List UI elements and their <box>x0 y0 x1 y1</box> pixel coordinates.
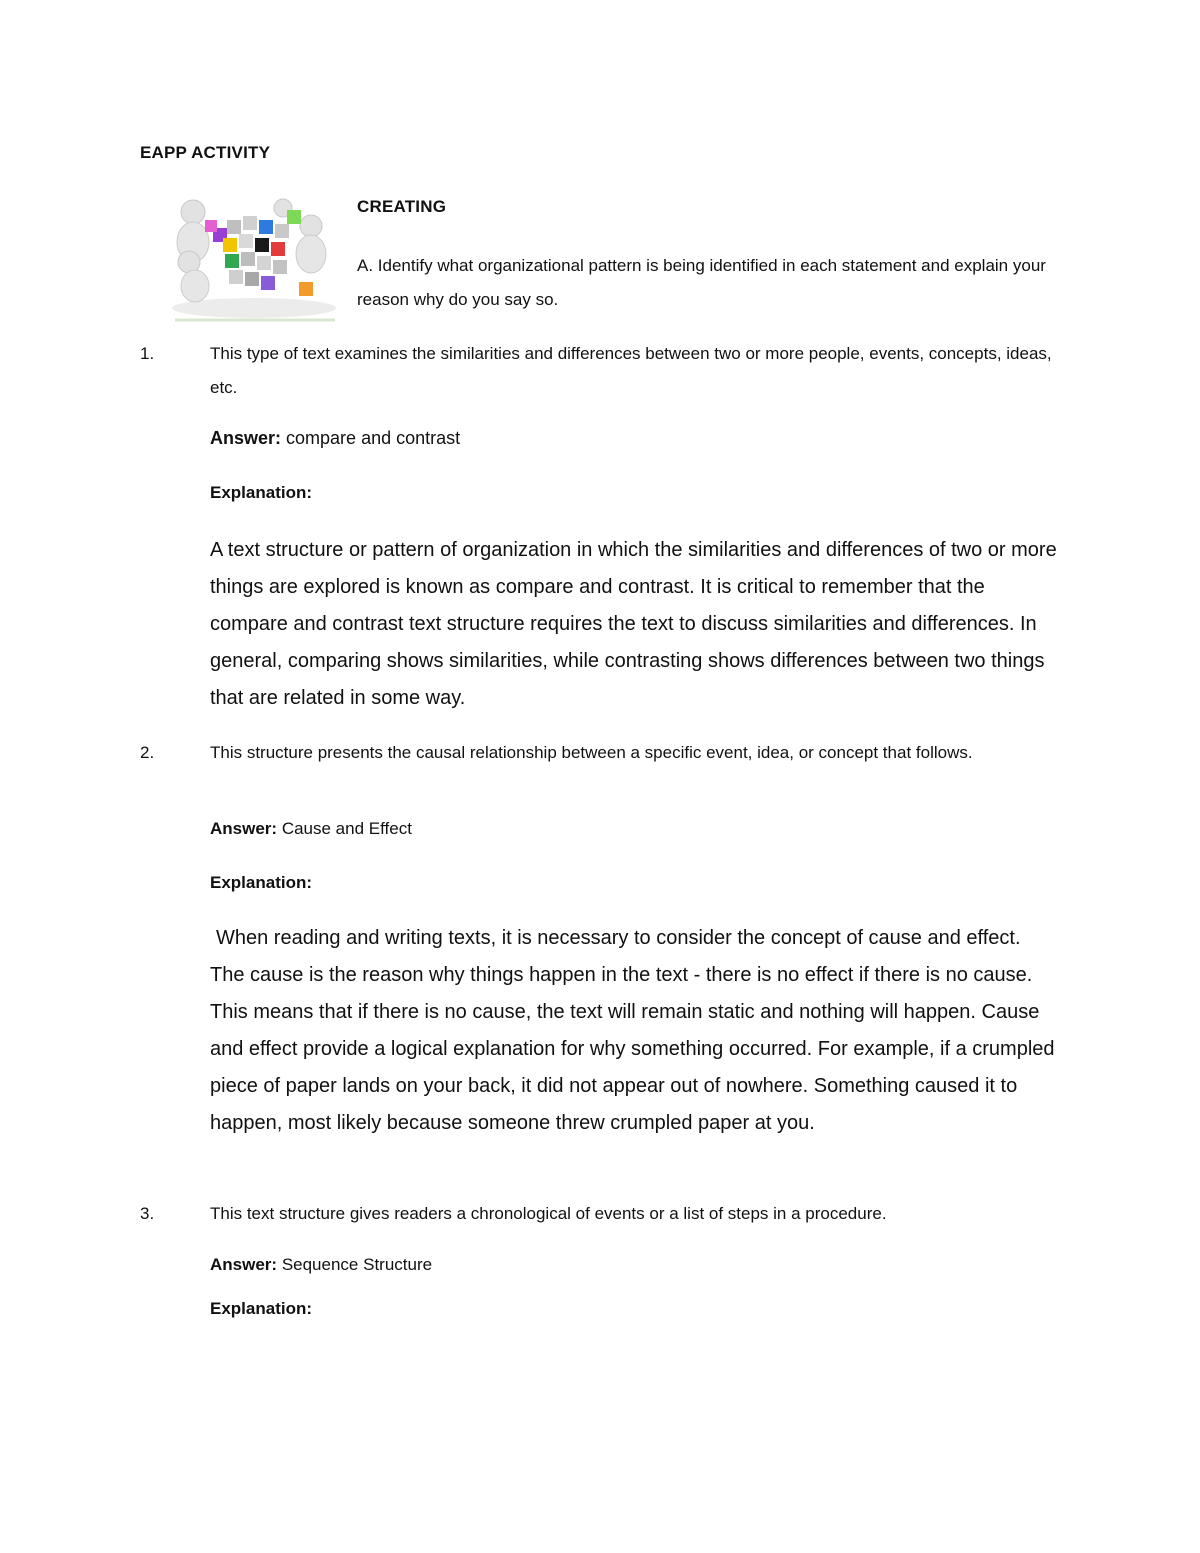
answer-value: compare and contrast <box>286 428 461 448</box>
explanation-label: Explanation: <box>210 483 313 502</box>
answer-label: Answer: <box>210 1255 278 1274</box>
answer-line <box>210 428 460 449</box>
item-number: 2. <box>140 743 155 762</box>
explanation-label: Explanation: <box>210 1299 313 1318</box>
answer-value: Cause and Effect <box>281 819 412 838</box>
question-text: This text structure gives readers a chronological of events or a list of steps in a procedure. <box>210 1204 887 1223</box>
answer-value: Sequence Structure <box>281 1255 433 1274</box>
instructions-text: A. Identify what organizational pattern is being identified in each statement and explain your reason why do you say so. <box>357 256 1046 309</box>
section-heading: CREATING <box>357 197 447 216</box>
cube-puzzle-illustration <box>165 190 343 330</box>
answer-line <box>210 1255 432 1275</box>
answer-line <box>210 819 412 839</box>
document-title: EAPP ACTIVITY <box>140 143 271 162</box>
item-number: 1. <box>140 344 155 363</box>
question-text: This structure presents the causal relationship between a specific event, idea, or concept that follows. <box>210 743 973 762</box>
item-number: 3. <box>140 1204 155 1223</box>
explanation-paragraph: A text structure or pattern of organization in which the similarities and differences of two or more things are explored is known as compare and contrast. It is critical to remember that the compare and contrast text structure requires the text to discuss similarities and differences. In general, comparing shows similarities, while contrasting shows differences between two things that are related in some way. <box>210 539 1057 709</box>
question-text: This type of text examines the similarities and differences between two or more people, events, concepts, ideas, etc. <box>210 344 1052 397</box>
answer-label: Answer: <box>210 819 278 838</box>
explanation-paragraph: When reading and writing texts, it is necessary to consider the concept of cause and effect. The cause is the reason why things happen in the text - there is no effect if there is no cause. This means that if there is no cause, the text will remain static and nothing will happen. Cause and effect provide a logical explanation for why something occurred. For example, if a crumpled piece of paper lands on your back, it did not appear out of nowhere. Something caused it to happen, most likely because someone threw crumpled paper at you. <box>210 927 1055 1134</box>
answer-label: Answer: <box>210 428 282 448</box>
explanation-label: Explanation: <box>210 873 313 892</box>
